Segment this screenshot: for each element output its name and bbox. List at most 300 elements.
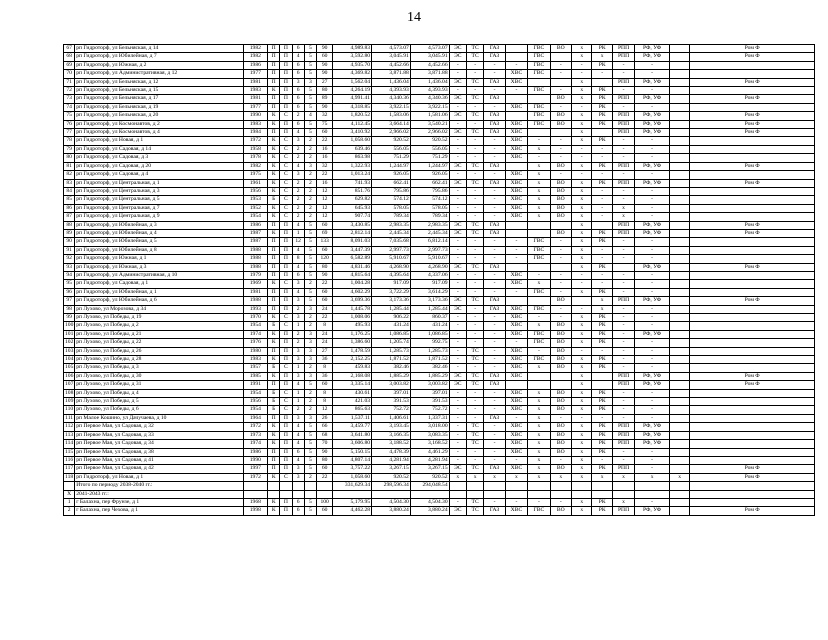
table-cell: х [572, 456, 592, 464]
table-cell: К [268, 171, 280, 179]
table-cell: ГАЗ [484, 78, 505, 86]
table-cell: х [528, 187, 550, 195]
table-cell: ЭС [449, 221, 466, 229]
table-cell: 1,537.11 [333, 414, 372, 422]
table-cell: РФ, УФ [635, 229, 670, 237]
table-cell: 1986 [243, 61, 267, 69]
table-cell: - [449, 448, 466, 456]
table-cell: 556.05 [372, 145, 411, 153]
table-cell [669, 339, 689, 347]
table-cell: ВО [550, 162, 571, 170]
table-cell: - [449, 213, 466, 221]
table-cell: 1 [292, 389, 304, 397]
table-cell: - [635, 448, 670, 456]
table-cell: х [505, 473, 527, 481]
table-cell: П [280, 78, 292, 86]
table-cell: ТС [466, 263, 483, 271]
table-cell [612, 482, 634, 490]
table-row [64, 103, 815, 111]
table-cell: РФ, УФ [635, 440, 670, 448]
table-cell: П [280, 440, 292, 448]
table-cell: - [505, 61, 527, 69]
table-cell [669, 179, 689, 187]
table-cell: К [268, 314, 280, 322]
table-cell: - [484, 103, 505, 111]
table-cell: ГАЗ [484, 507, 505, 515]
table-cell: - [449, 423, 466, 431]
table-cell: - [635, 339, 670, 347]
table-cell: - [635, 271, 670, 279]
table-row [64, 364, 815, 372]
table-cell: х [528, 179, 550, 187]
table-cell: х [572, 221, 592, 229]
table-cell: - [449, 61, 466, 69]
table-cell: 331,629.34 [333, 482, 372, 490]
table-cell: 3,045.91 [372, 53, 411, 61]
table-cell: Ром Ф [690, 507, 815, 515]
table-row [64, 314, 815, 322]
table-cell: ЭС [449, 465, 466, 473]
table-cell: 108 [65, 389, 74, 396]
table-cell: - [449, 339, 466, 347]
table-row [64, 229, 815, 237]
table-cell: 4 [292, 423, 304, 431]
table-cell [635, 490, 670, 498]
address-cell: рп Лухово, ул Морозова, д 34 [75, 305, 243, 313]
table-cell: 5 [304, 53, 316, 61]
table-cell: ВО [550, 120, 571, 128]
table-cell: 3,430.85 [333, 221, 372, 229]
table-cell: - [635, 87, 670, 95]
table-cell: 1,581.06 [410, 112, 449, 120]
table-cell: П [280, 61, 292, 69]
table-cell: 98 [64, 305, 75, 313]
table-cell: - [592, 414, 612, 422]
table-row [64, 137, 815, 145]
address-cell: рп Гидроторф, ул Новая, д 1 [75, 137, 243, 145]
table-cell: - [449, 87, 466, 95]
table-cell: 906.22 [372, 314, 411, 322]
table-row [64, 120, 815, 128]
table-cell [690, 406, 815, 414]
page-number: 14 [407, 10, 421, 25]
table-cell: 60 [317, 288, 333, 296]
table-cell: 1,058.60 [333, 473, 372, 481]
table-cell: Ром Ф [690, 112, 815, 120]
table-cell: х [484, 473, 505, 481]
table-cell [669, 389, 689, 397]
table-cell [505, 53, 527, 61]
table-cell: 12 [317, 406, 333, 414]
table-cell: - [635, 103, 670, 111]
table-cell: 3,045.91 [410, 53, 449, 61]
table-cell [669, 297, 689, 305]
table-cell [64, 482, 75, 490]
table-cell: 865.63 [333, 406, 372, 414]
table-cell [690, 204, 815, 212]
table-cell: 79 [64, 145, 75, 153]
table-cell: 1952 [243, 204, 267, 212]
table-cell: х [528, 414, 550, 422]
table-cell: х [572, 53, 592, 61]
table-cell [592, 381, 612, 389]
table-cell: 6 [292, 70, 304, 78]
table-cell: ГАЗ [484, 162, 505, 170]
table-cell: - [484, 322, 505, 330]
table-cell: - [449, 314, 466, 322]
table-cell: К [268, 431, 280, 439]
table-cell: 74 [64, 103, 75, 111]
address-cell: рп Первое Мая, ул Садовая, д 41 [75, 456, 243, 464]
table-cell: 752.72 [372, 406, 411, 414]
table-cell: - [484, 154, 505, 162]
table-cell: К [268, 87, 280, 95]
table-cell: С [280, 280, 292, 288]
table-row [64, 414, 815, 422]
table-cell: П [280, 498, 292, 506]
table-cell: - [466, 145, 483, 153]
table-cell: 90 [317, 70, 333, 78]
table-cell [669, 381, 689, 389]
table-cell: 1982 [243, 53, 267, 61]
table-cell: х [572, 356, 592, 364]
table-cell [669, 53, 689, 61]
table-cell: ЭС [449, 95, 466, 103]
table-cell: РК [592, 330, 612, 338]
table-cell: 2,997.73 [410, 246, 449, 254]
table-cell: РК [592, 112, 612, 120]
table-cell: К [268, 356, 280, 364]
table-cell: х [612, 204, 634, 212]
table-cell: 1,285.73 [410, 347, 449, 355]
table-cell: 3,459.77 [333, 423, 372, 431]
table-cell: 3,173.36 [410, 297, 449, 305]
table-cell: П [280, 372, 292, 380]
table-cell: Ром Ф [690, 78, 815, 86]
table-cell: - [635, 406, 670, 414]
table-cell: 1961 [243, 179, 267, 187]
table-cell [669, 347, 689, 355]
table-row [64, 196, 815, 204]
table-cell: 60 [317, 246, 333, 254]
table-cell: 16 [317, 145, 333, 153]
address-cell: рп Гидроторф, ул Бельняская, д 12 [75, 78, 243, 86]
table-cell [505, 297, 527, 305]
table-cell: X [64, 490, 75, 498]
table-cell: РПП [612, 129, 634, 137]
table-cell: 851.76 [333, 187, 372, 195]
table-cell: - [612, 246, 634, 254]
table-cell: 2 [292, 406, 304, 414]
table-cell: 4,504.30 [372, 498, 411, 506]
table-cell: РФ, УФ [635, 129, 670, 137]
table-cell: РФ, УФ [635, 78, 670, 86]
table-cell: х [528, 322, 550, 330]
table-cell: 1,337.31 [410, 414, 449, 422]
address-cell: рп Гидроторф, ул Бельняская, д 19 [75, 103, 243, 111]
table-cell: 73 [64, 95, 75, 103]
table-cell: 60 [317, 129, 333, 137]
table-cell: х [550, 473, 571, 481]
table-cell: - [592, 456, 612, 464]
table-cell: ГАЗ [484, 372, 505, 380]
table-cell: К [268, 213, 280, 221]
table-cell [669, 330, 689, 338]
table-cell [505, 490, 527, 498]
table-cell: - [612, 70, 634, 78]
table-cell: 1,244.97 [372, 162, 411, 170]
table-cell: ГАЗ [484, 112, 505, 120]
table-cell: 1990 [243, 456, 267, 464]
table-cell [317, 490, 333, 498]
table-cell: - [635, 137, 670, 145]
table-cell: 87 [64, 213, 75, 221]
table-cell: РФ, УФ [635, 423, 670, 431]
table-cell: 4,807.14 [333, 456, 372, 464]
table-row [64, 129, 815, 137]
table-cell: П [268, 347, 280, 355]
table-cell: 90 [317, 103, 333, 111]
table-cell: 75 [317, 120, 333, 128]
table-cell: 4 [292, 381, 304, 389]
address-cell: рп Первое Мая, ул Садовая, д 32 [75, 423, 243, 431]
table-cell: - [635, 246, 670, 254]
table-cell: ТС [466, 45, 483, 53]
table-cell: х [572, 448, 592, 456]
table-cell [292, 490, 304, 498]
table-cell: П [268, 238, 280, 246]
table-cell: К [268, 339, 280, 347]
table-cell: 2 [304, 187, 316, 195]
table-cell: - [466, 314, 483, 322]
table-cell: 83 [64, 179, 75, 187]
table-cell: - [484, 280, 505, 288]
address-cell: г Балахна, пер Фрунзе, д 1 [75, 498, 243, 506]
table-cell: 112 [65, 423, 74, 430]
table-cell: РПП [612, 179, 634, 187]
table-cell: ЭС [449, 129, 466, 137]
table-cell: х [572, 95, 592, 103]
table-row [64, 221, 815, 229]
table-cell: 5 [304, 45, 316, 53]
table-cell: 60 [317, 297, 333, 305]
table-cell: 2 [304, 154, 316, 162]
table-cell: С [280, 112, 292, 120]
table-cell [528, 229, 550, 237]
table-cell: - [612, 171, 634, 179]
table-cell: - [449, 70, 466, 78]
table-cell: 1990 [243, 112, 267, 120]
table-cell: 2 [304, 364, 316, 372]
table-cell: П [268, 465, 280, 473]
table-cell [528, 482, 550, 490]
table-cell: К [268, 280, 280, 288]
table-cell: РФ, УФ [635, 120, 670, 128]
table-cell: 107 [65, 381, 74, 388]
table-cell: ХВС [505, 213, 527, 221]
table-cell: 3,410.92 [333, 129, 372, 137]
table-cell: - [528, 271, 550, 279]
table-cell: ТС [466, 112, 483, 120]
table-cell [669, 314, 689, 322]
table-cell: 1981 [243, 288, 267, 296]
table-row [64, 356, 815, 364]
table-cell: 8 [317, 389, 333, 397]
table-row [64, 347, 815, 355]
table-cell: С [280, 145, 292, 153]
address-cell: рп Лухово, ул Победы, д 30 [75, 372, 243, 380]
table-cell: 3,083.35 [410, 431, 449, 439]
table-cell: 5 [304, 498, 316, 506]
table-cell: 12 [317, 187, 333, 195]
table-cell: 6 [292, 45, 304, 53]
table-cell [592, 372, 612, 380]
table-cell: 1,885.29 [372, 372, 411, 380]
table-cell: ВО [550, 95, 571, 103]
address-cell: рп Гидроторф, ул Садовая, д 1 [75, 280, 243, 288]
table-cell: 75 [64, 112, 75, 120]
table-cell: 102 [65, 339, 74, 346]
table-cell [669, 95, 689, 103]
table-cell: 4 [292, 129, 304, 137]
table-cell: ХВС [505, 204, 527, 212]
table-cell: 60 [317, 465, 333, 473]
table-cell: РПП [612, 221, 634, 229]
table-cell: РПП [612, 120, 634, 128]
table-cell: 100 [65, 322, 74, 329]
table-cell: - [612, 330, 634, 338]
table-cell [690, 330, 815, 338]
table-cell: - [449, 103, 466, 111]
table-cell [550, 129, 571, 137]
table-cell [612, 263, 634, 271]
table-cell: 1 [292, 364, 304, 372]
table-cell: - [592, 246, 612, 254]
table-cell: 4,112.45 [333, 120, 372, 128]
table-cell: ХВС [505, 406, 527, 414]
table-cell: 1993 [243, 305, 267, 313]
table-cell: 2,445.34 [372, 229, 411, 237]
table-cell: 2 [304, 179, 316, 187]
table-row [64, 330, 815, 338]
table-cell: ГАЗ [484, 95, 505, 103]
table-cell: П [268, 255, 280, 263]
table-cell: 60 [317, 53, 333, 61]
table-cell: РФ, УФ [635, 53, 670, 61]
table-row [64, 507, 815, 515]
table-cell: ТС [466, 221, 483, 229]
table-row [64, 381, 815, 389]
table-cell: ХВС [505, 305, 527, 313]
table-cell: - [550, 154, 571, 162]
table-cell: х [572, 246, 592, 254]
table-cell: 5 [304, 87, 316, 95]
table-cell [304, 482, 316, 490]
table-row [64, 271, 815, 279]
table-cell: К [268, 120, 280, 128]
table-cell: К [268, 229, 280, 237]
table-cell: 3,447.39 [333, 246, 372, 254]
table-cell: - [466, 238, 483, 246]
table-cell: 4,369.82 [333, 70, 372, 78]
table-cell: - [592, 196, 612, 204]
table-cell: ХВС [505, 120, 527, 128]
table-row [64, 171, 815, 179]
table-cell: П [280, 507, 292, 515]
table-cell: ГВС [528, 70, 550, 78]
address-cell: рп Гидроторф, ул Садовая, д 20 [75, 162, 243, 170]
table-cell: - [466, 61, 483, 69]
table-cell [669, 271, 689, 279]
table-cell: - [612, 238, 634, 246]
table-cell: 80 [317, 87, 333, 95]
table-cell: 3 [304, 78, 316, 86]
table-cell: Б [268, 389, 280, 397]
table-row [64, 431, 815, 439]
table-cell [669, 465, 689, 473]
table-cell: 5 [304, 129, 316, 137]
table-cell: - [550, 288, 571, 296]
table-cell: 1974 [243, 440, 267, 448]
table-cell: - [572, 271, 592, 279]
table-cell: 751.29 [410, 154, 449, 162]
table-cell: х [528, 196, 550, 204]
table-cell: 6 [292, 271, 304, 279]
table-cell [528, 263, 550, 271]
table-cell: ТС [466, 372, 483, 380]
table-row [64, 482, 815, 490]
table-cell [690, 70, 815, 78]
table-cell: РК [592, 229, 612, 237]
table-cell: - [484, 389, 505, 397]
table-cell: 3,922.15 [372, 103, 411, 111]
table-cell: 1,086.85 [410, 330, 449, 338]
table-cell: 662.41 [410, 179, 449, 187]
table-cell: ТС [466, 297, 483, 305]
table-cell: - [484, 213, 505, 221]
table-cell: 36 [317, 372, 333, 380]
table-cell: 391.53 [372, 398, 411, 406]
table-row [64, 70, 815, 78]
table-cell [550, 490, 571, 498]
table-cell: 926.05 [410, 171, 449, 179]
table-cell: - [466, 87, 483, 95]
table-row [64, 440, 815, 448]
table-cell: ВО [550, 297, 571, 305]
table-cell: 3,664.14 [372, 120, 411, 128]
table-cell: К [268, 154, 280, 162]
table-cell: - [466, 213, 483, 221]
table-cell: 114 [65, 440, 74, 447]
address-cell: рп Гидроторф, ул Бельняская, д 15 [75, 87, 243, 95]
table-cell: - [635, 196, 670, 204]
table-cell: 4,264.19 [333, 87, 372, 95]
table-cell: 2,812.14 [333, 229, 372, 237]
table-cell: - [550, 70, 571, 78]
table-cell [484, 490, 505, 498]
table-cell: 1977 [243, 103, 267, 111]
table-cell: П [268, 456, 280, 464]
table-cell [449, 490, 466, 498]
table-row [64, 78, 815, 86]
table-cell: - [635, 314, 670, 322]
table-cell [505, 381, 527, 389]
table-cell: РФ, УФ [635, 381, 670, 389]
table-cell: РК [592, 45, 612, 53]
table-cell: 22 [317, 137, 333, 145]
table-cell: 4,393.93 [410, 87, 449, 95]
table-cell: - [484, 171, 505, 179]
